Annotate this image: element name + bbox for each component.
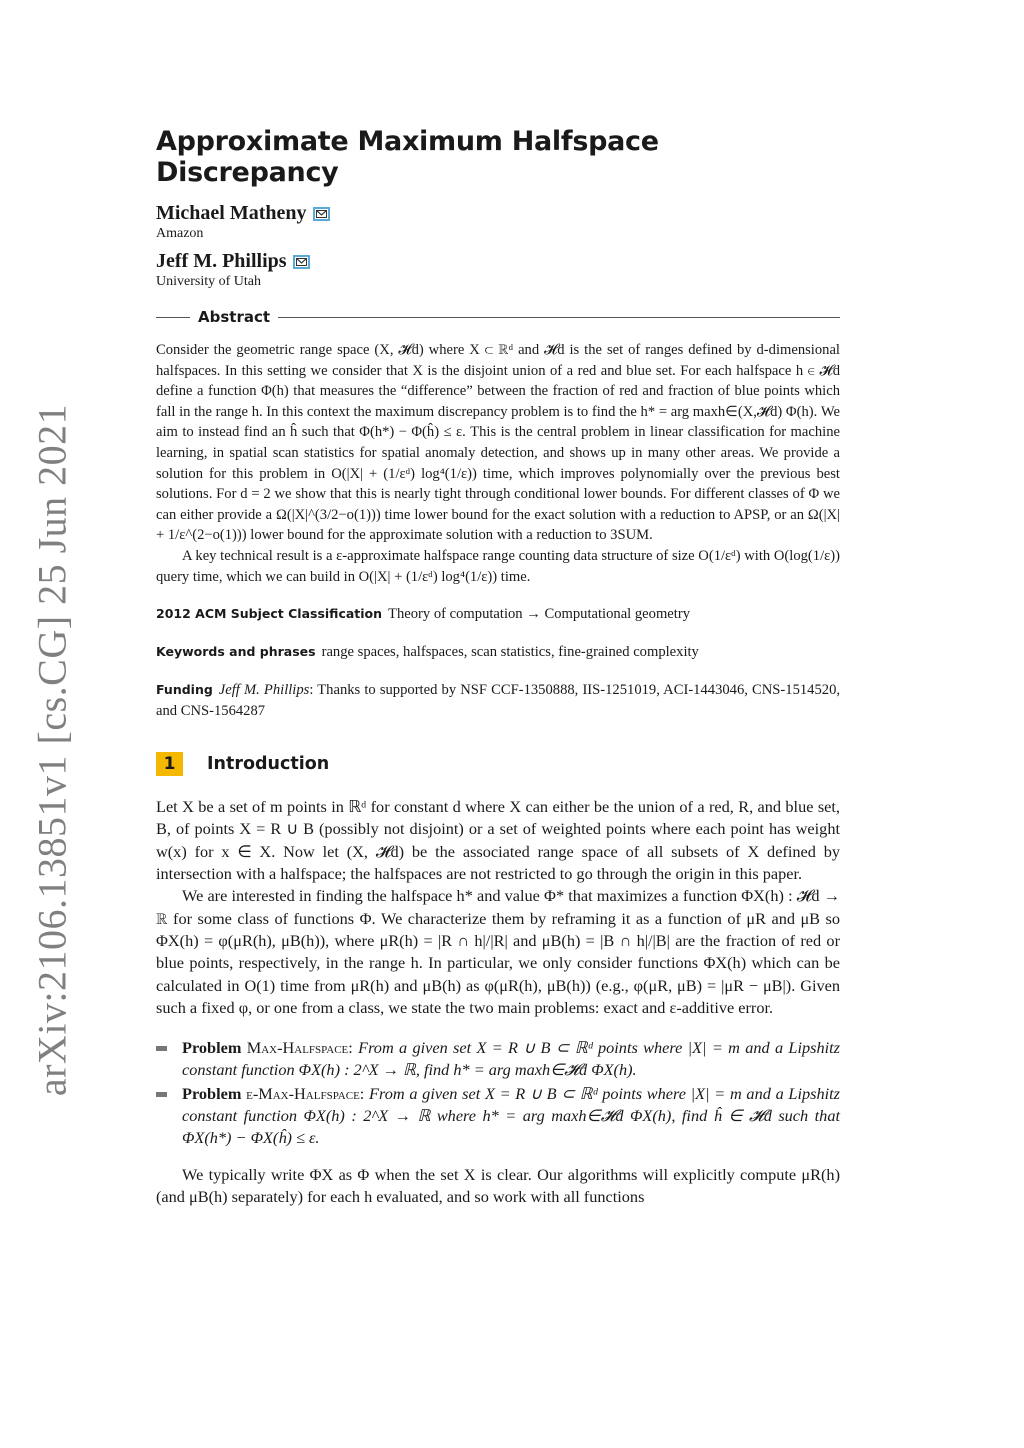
author-block xyxy=(156,250,840,290)
funding-text: : Thanks to supported by NSF CCF-1350888, IIS-1251019, ACI-1443046, CNS-1514520, and CNS-1564287 xyxy=(156,682,841,720)
abstract-heading xyxy=(156,308,840,326)
author-affiliation: Amazon xyxy=(156,226,204,241)
funding-label: Funding xyxy=(156,682,213,698)
mail-icon[interactable] xyxy=(293,255,310,269)
keywords xyxy=(156,641,840,663)
problem-text: From a given set X = R ∪ B ⊂ ℝᵈ points where |X| = m and a Lipshitz constant function ΦX(h) : 2^X → ℝ where h* = arg maxh∈𝓗d ΦX(h), find ĥ ∈ 𝓗d such that ΦX(h*) − ΦX(ĥ) ≤ ε. xyxy=(182,1083,840,1148)
problem-statement xyxy=(182,1037,840,1082)
paper-page xyxy=(156,126,840,1208)
mail-icon[interactable] xyxy=(313,207,330,221)
keywords-text: range spaces, halfspaces, scan statistics, fine-grained complexity xyxy=(321,644,699,661)
paper-title: Approximate Maximum Halfspace Discrepancy xyxy=(156,126,659,188)
problem-statement xyxy=(182,1083,840,1150)
abstract-paragraph: A key technical result is a ε-approximate halfspace range counting data structure of size O(1/εᵈ) with O(log(1/ε)) query time, which we can build in O(|X| + (1/εᵈ) log⁴(1/ε)) time. xyxy=(156,547,840,585)
keywords-label: Keywords and phrases xyxy=(156,644,316,660)
abstract-body xyxy=(156,340,840,587)
acm-text: Theory of computation → Computational geometry xyxy=(388,606,690,623)
funding xyxy=(156,679,840,722)
abstract-heading-text: Abstract xyxy=(198,308,271,326)
section-title: Introduction xyxy=(207,754,330,775)
bullet-icon xyxy=(156,1037,182,1082)
acm-classification xyxy=(156,603,840,625)
section-heading xyxy=(156,752,840,776)
author-name xyxy=(156,202,840,225)
author-name-text: Jeff M. Phillips xyxy=(156,250,287,272)
author-name-text: Michael Matheny xyxy=(156,202,307,224)
body-paragraph: We are interested in finding the halfspace h* and value Φ* that maximizes a function ΦX(h) : 𝓗d → ℝ for some class of functions Φ. We characterize them by reframing it as a function of μR and μB so ΦX(h) = φ(μR(h), μB(h)), where μR(h) = |R ∩ h|/|R| and μB(h) = |B ∩ h|/|B| are the fraction of red or blue points, respectively, in the range h. In particular, we only consider functions ΦX(h) which can be calculated in O(1) time from μR(h) and μB(h) as φ(μR(h), μB(h)) (e.g., φ(μR, μB) = |μR − μB|). Given such a fixed φ, or one from a class, we state the two main problems: exact and ε-additive error. xyxy=(156,886,840,1017)
list-item xyxy=(156,1037,840,1082)
problem-name: ε-Max-Halfspace: xyxy=(246,1083,365,1103)
problem-list xyxy=(156,1037,840,1149)
abstract-rule-right xyxy=(278,317,840,318)
abstract-paragraph: Consider the geometric range space (X, 𝓗d) where X ⊂ ℝᵈ and 𝓗d is the set of ranges defined by d-dimensional halfspaces. In this setting we consider that X is the disjoint union of a red and blue set. For each halfspace h ∈ 𝓗d define a function Φ(h) that measures the “difference” between the fraction of red and fraction of blue points which fall in the range h. In this context the maximum discrepancy problem is to find the h* = arg maxh∈(X,𝓗d) Φ(h). We aim to instead find an ĥ such that Φ(h*) − Φ(ĥ) ≤ ε. This is the central problem in linear classification for machine learning, in spatial scan statistics for spatial anomaly detection, and shows up in many other areas. We provide a solution for this problem in O(|X| + (1/εᵈ) log⁴(1/ε)) time, which improves polynomially over the previous best solutions. For d = 2 we show that this is nearly tight through conditional lower bounds. For different classes of Φ we can either provide a Ω(|X|^(3/2−o(1))) time lower bound for the exact solution with a reduction to APSP, or an Ω(|X| + 1/ε^(2−o(1))) lower bound for the approximate solution with a reduction to 3SUM. xyxy=(156,342,840,544)
problem-label: Problem xyxy=(182,1038,242,1058)
problem-text: From a given set X = R ∪ B ⊂ ℝᵈ points where |X| = m and a Lipshitz constant function ΦX(h) : 2^X → ℝ, find h* = arg maxh∈𝓗d ΦX(h). xyxy=(182,1038,841,1080)
author-affiliation: University of Utah xyxy=(156,274,261,289)
acm-label: 2012 ACM Subject Classification xyxy=(156,606,383,622)
section-body xyxy=(156,796,840,1208)
author-block xyxy=(156,202,840,242)
bullet-icon xyxy=(156,1083,182,1150)
problem-name: Max-Halfspace: xyxy=(246,1038,353,1058)
funding-name: Jeff M. Phillips xyxy=(218,682,310,699)
list-item xyxy=(156,1083,840,1150)
author-name xyxy=(156,250,840,273)
problem-label: Problem xyxy=(182,1083,242,1103)
abstract-rule-left xyxy=(156,317,190,318)
body-paragraph: Let X be a set of m points in ℝᵈ for constant d where X can either be the union of a red, R, and blue set, B, of points X = R ∪ B (possibly not disjoint) or a set of weighted points where each point has weight w(x) for x ∈ X. Now let (X, 𝓗d) be the associated range space of all subsets of X defined by intersection with a halfspace; the halfspaces are not restricted to go through the origin in this paper. xyxy=(156,797,840,884)
section-number: 1 xyxy=(156,752,183,776)
arxiv-identifier: arXiv:2106.13851v1 [cs.CG] 25 Jun 2021 xyxy=(29,403,75,1097)
body-paragraph: We typically write ΦX as Φ when the set X is clear. Our algorithms will explicitly compute μR(h) (and μB(h) separately) for each h evaluated, and so work with all functions xyxy=(156,1164,840,1206)
